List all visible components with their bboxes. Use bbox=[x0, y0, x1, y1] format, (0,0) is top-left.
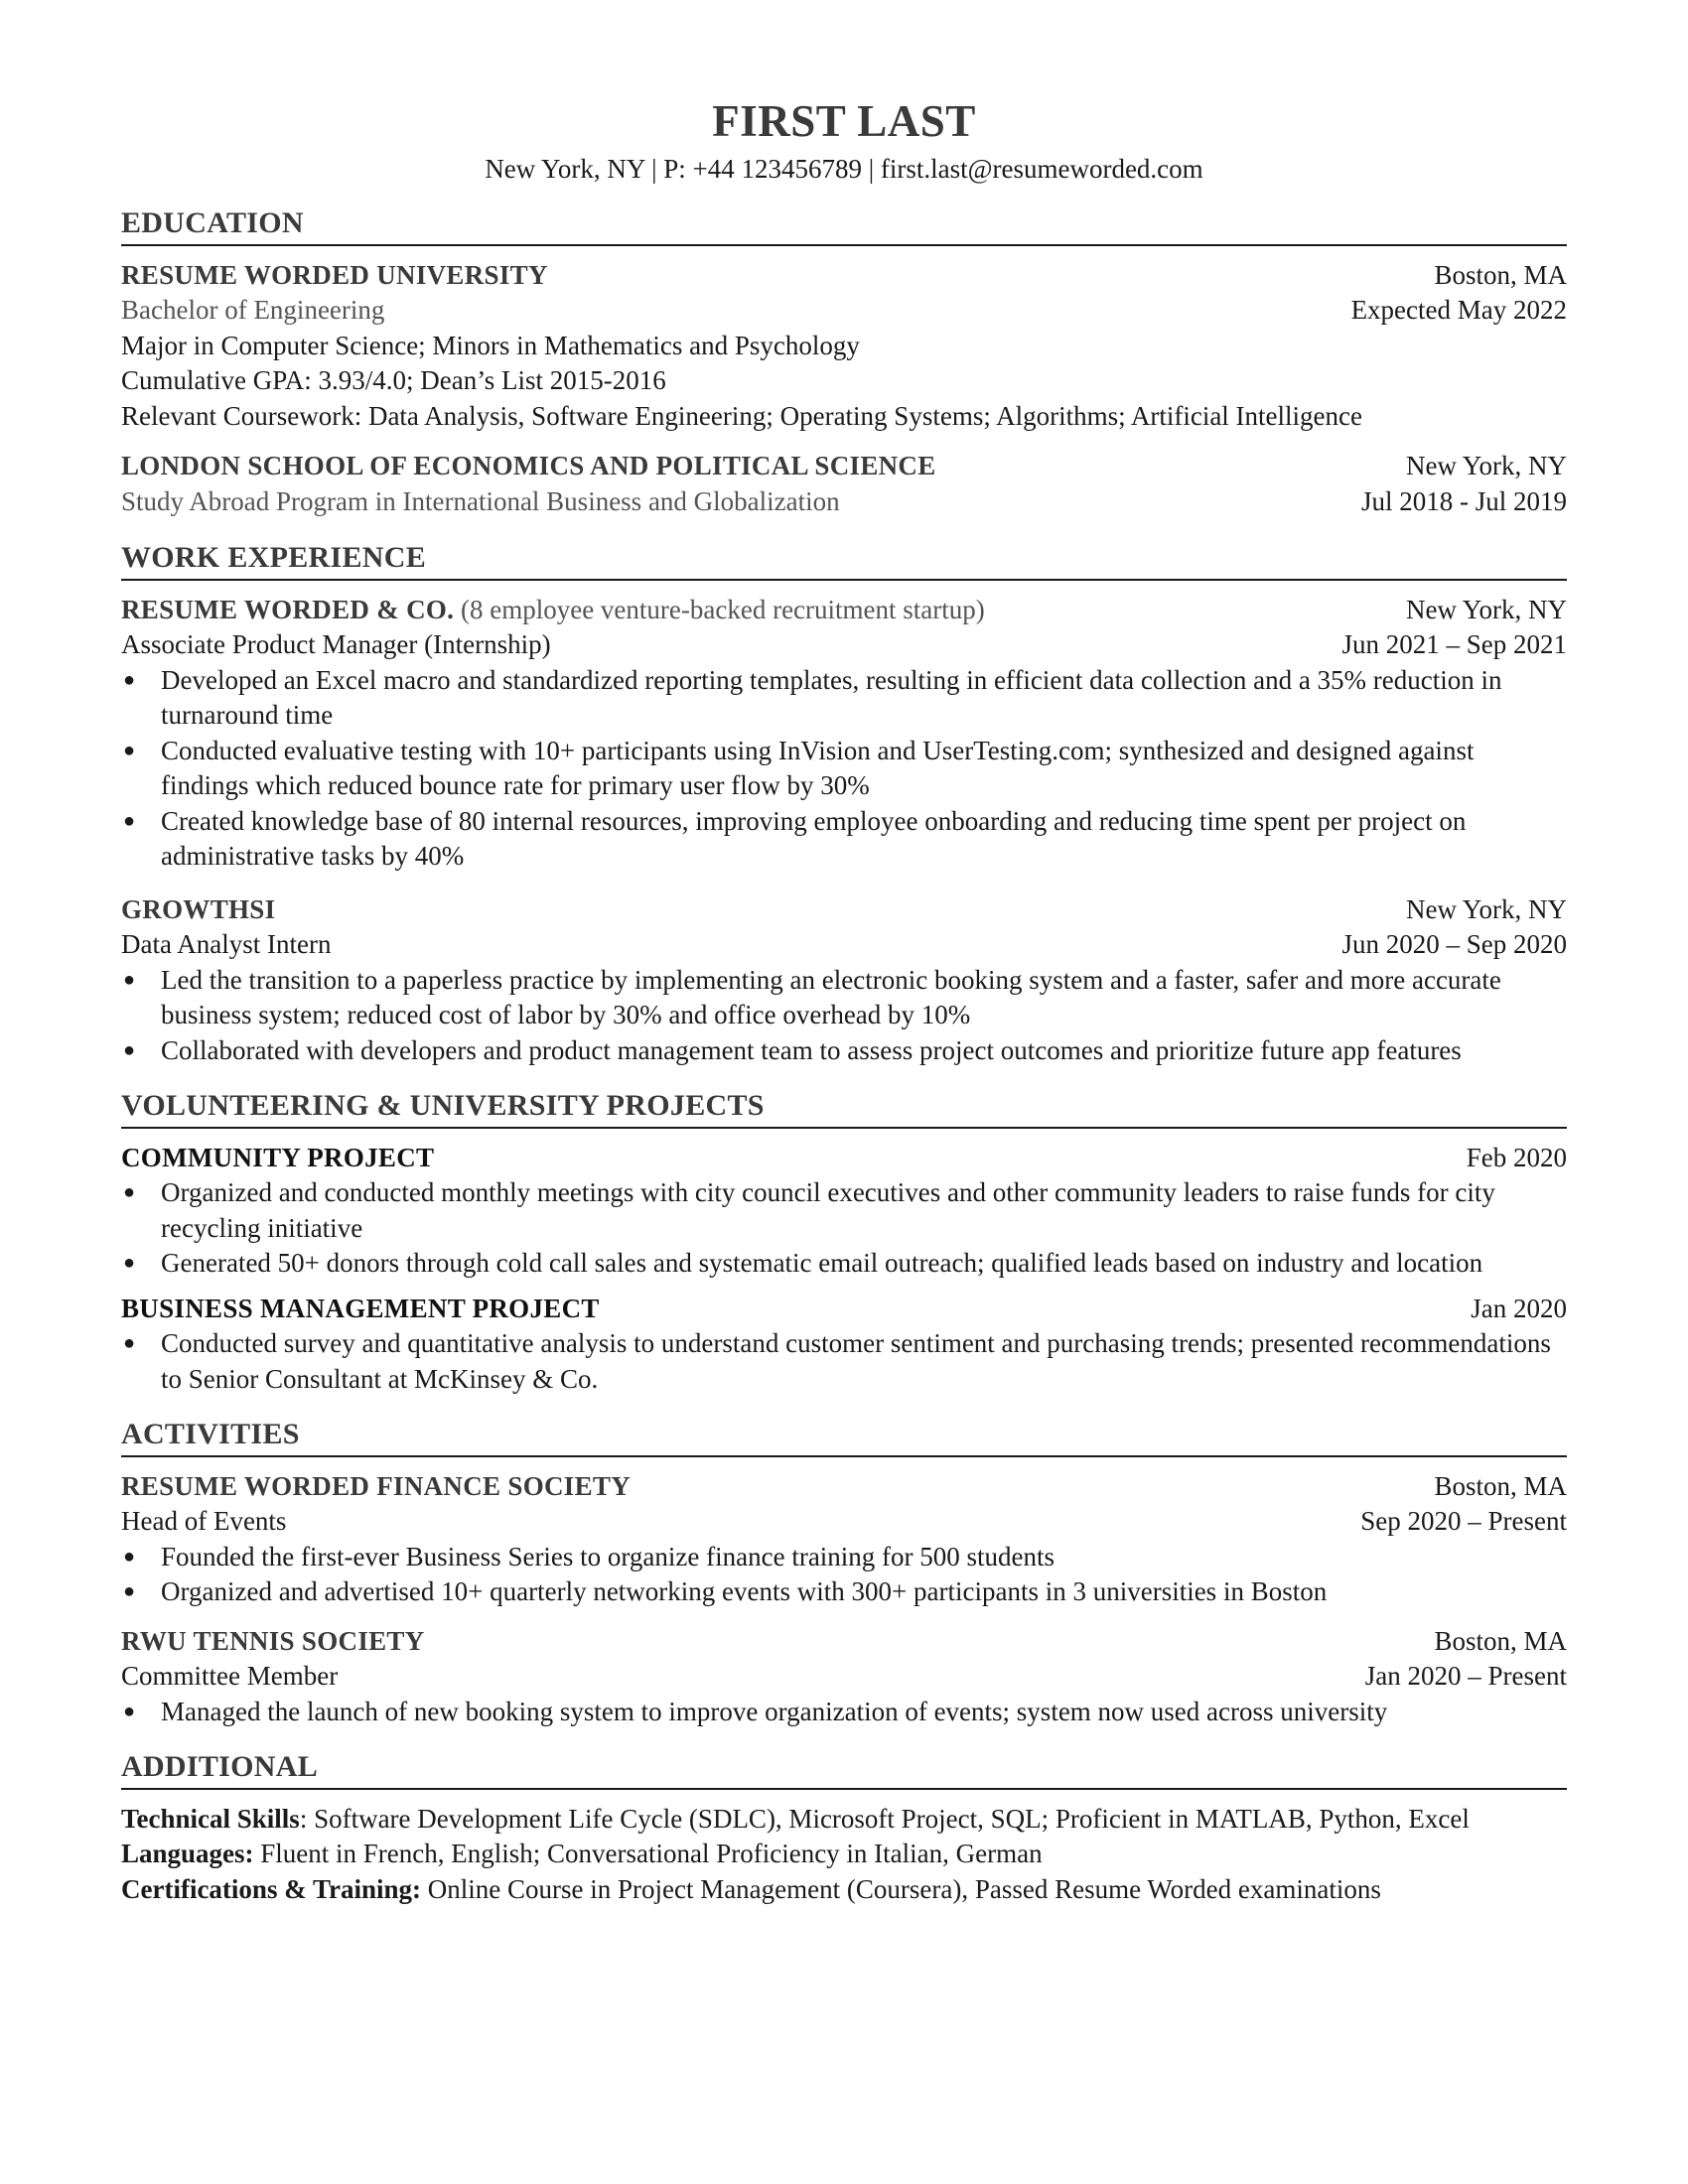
list-item: ● Led the transition to a paperless practice by implementing an electronic booking system and a faster, safer and more accurate business system; reduced cost of labor by 30% and office overhead by 10% bbox=[121, 963, 1567, 1033]
school-name: RESUME WORDED UNIVERSITY bbox=[121, 259, 548, 290]
project-name: COMMUNITY PROJECT bbox=[121, 1142, 435, 1172]
list-item: ● Conducted survey and quantitative analysis to understand customer sentiment and purchasing trends; presented recommendations to Senior Consultant at McKinsey & Co. bbox=[121, 1326, 1567, 1397]
company-name: RESUME WORDED & CO. bbox=[121, 594, 455, 624]
list-item: ● Founded the first-ever Business Series to organize finance training for 500 students bbox=[121, 1540, 1567, 1575]
degree: Bachelor of Engineering bbox=[121, 295, 385, 325]
list-item: ● Developed an Excel macro and standardized reporting templates, resulting in efficient data collection and a 35% reduction in turnaround time bbox=[121, 663, 1567, 734]
company-location: New York, NY bbox=[1405, 893, 1567, 924]
activity-role: Head of Events bbox=[121, 1506, 287, 1536]
activity-entry bbox=[121, 1624, 1567, 1730]
languages-label: Languages: bbox=[121, 1839, 254, 1868]
section-title-additional: ADDITIONAL bbox=[121, 1751, 1567, 1790]
activity-date: Sep 2020 – Present bbox=[1360, 1506, 1567, 1536]
degree: Study Abroad Program in International Business and Globalization bbox=[121, 485, 840, 516]
list-item: ● Managed the launch of new booking system to improve organization of events; system now used across university bbox=[121, 1695, 1567, 1730]
skills-label: Technical Skills bbox=[121, 1803, 300, 1834]
section-title-activities: ACTIVITIES bbox=[121, 1419, 1567, 1457]
job-date: Jun 2020 – Sep 2020 bbox=[1341, 929, 1567, 959]
list-item: ● Generated 50+ donors through cold call sales and systematic email outreach; qualified leads based on industry and location bbox=[121, 1246, 1567, 1282]
activity-org: RESUME WORDED FINANCE SOCIETY bbox=[121, 1470, 632, 1501]
certifications-label: Certifications & Training: bbox=[121, 1873, 421, 1904]
additional-block bbox=[121, 1802, 1567, 1908]
activity-location: Boston, MA bbox=[1434, 1470, 1567, 1501]
school-location: New York, NY bbox=[1405, 451, 1567, 480]
job-role: Data Analyst Intern bbox=[121, 929, 332, 959]
education-detail: Cumulative GPA: 3.93/4.0; Dean’s List 2015-2016 bbox=[121, 365, 666, 395]
list-item: ● Conducted evaluative testing with 10+ participants using InVision and UserTesting.com; synthesized and designed against findings which reduced bounce rate for primary user flow by 30% bbox=[121, 734, 1567, 804]
activity-location: Boston, MA bbox=[1434, 1625, 1567, 1656]
list-item: ● Organized and conducted monthly meetings with city council executives and other community leaders to raise funds for city recycling initiative bbox=[121, 1175, 1567, 1246]
education-detail: Major in Computer Science; Minors in Mathematics and Psychology bbox=[121, 330, 860, 360]
degree-date: Jul 2018 - Jul 2019 bbox=[1360, 485, 1567, 516]
project-entry bbox=[121, 1141, 1567, 1282]
activity-org: RWU TENNIS SOCIETY bbox=[121, 1625, 425, 1656]
list-item: ● Organized and advertised 10+ quarterly networking events with 300+ participants in 3 universities in Boston bbox=[121, 1574, 1567, 1610]
contact-line: New York, NY | P: +44 123456789 | first.last@resumeworded.com bbox=[485, 154, 1203, 184]
education-detail: Relevant Coursework: Data Analysis, Software Engineering; Operating Systems; Algorithms; Artificial Intelligence bbox=[121, 400, 1362, 431]
skills-value: : Software Development Life Cycle (SDLC), Microsoft Project, SQL; Proficient in MATLAB, Python, Excel bbox=[299, 1803, 1470, 1834]
degree-date: Expected May 2022 bbox=[1350, 295, 1567, 325]
section-title-education: EDUCATION bbox=[121, 207, 1567, 246]
list-item: ● Created knowledge base of 80 internal resources, improving employee onboarding and reducing time spent per project on administrative tasks by 40% bbox=[121, 804, 1567, 875]
job-date: Jun 2021 – Sep 2021 bbox=[1341, 629, 1567, 659]
section-title-projects: VOLUNTEERING & UNIVERSITY PROJECTS bbox=[121, 1090, 1567, 1129]
job-role: Associate Product Manager (Internship) bbox=[121, 629, 551, 659]
school-location: Boston, MA bbox=[1434, 259, 1567, 290]
education-entry bbox=[121, 258, 1567, 435]
project-entry bbox=[121, 1292, 1567, 1398]
activity-date: Jan 2020 – Present bbox=[1364, 1661, 1567, 1691]
languages-value: Fluent in French, English; Conversational Proficiency in Italian, German bbox=[253, 1839, 1043, 1868]
company-location: New York, NY bbox=[1405, 594, 1567, 624]
activity-entry bbox=[121, 1469, 1567, 1610]
resume-page bbox=[121, 96, 1567, 1907]
certifications-value: Online Course in Project Management (Coursera), Passed Resume Worded examinations bbox=[420, 1873, 1381, 1904]
company-name: GROWTHSI bbox=[121, 893, 276, 924]
school-name: LONDON SCHOOL OF ECONOMICS AND POLITICAL SCIENCE bbox=[121, 451, 936, 480]
activity-role: Committee Member bbox=[121, 1661, 339, 1691]
section-title-work: WORK EXPERIENCE bbox=[121, 542, 1567, 581]
work-entry bbox=[121, 593, 1567, 875]
company-description: (8 employee venture-backed recruitment startup) bbox=[460, 594, 985, 624]
education-entry bbox=[121, 449, 1567, 519]
list-item: ● Collaborated with developers and product management team to assess project outcomes and prioritize future app features bbox=[121, 1033, 1567, 1069]
work-entry bbox=[121, 892, 1567, 1069]
candidate-name: FIRST LAST bbox=[712, 96, 976, 146]
project-name: BUSINESS MANAGEMENT PROJECT bbox=[121, 1293, 600, 1323]
project-date: Feb 2020 bbox=[1466, 1142, 1567, 1172]
project-date: Jan 2020 bbox=[1471, 1293, 1567, 1323]
